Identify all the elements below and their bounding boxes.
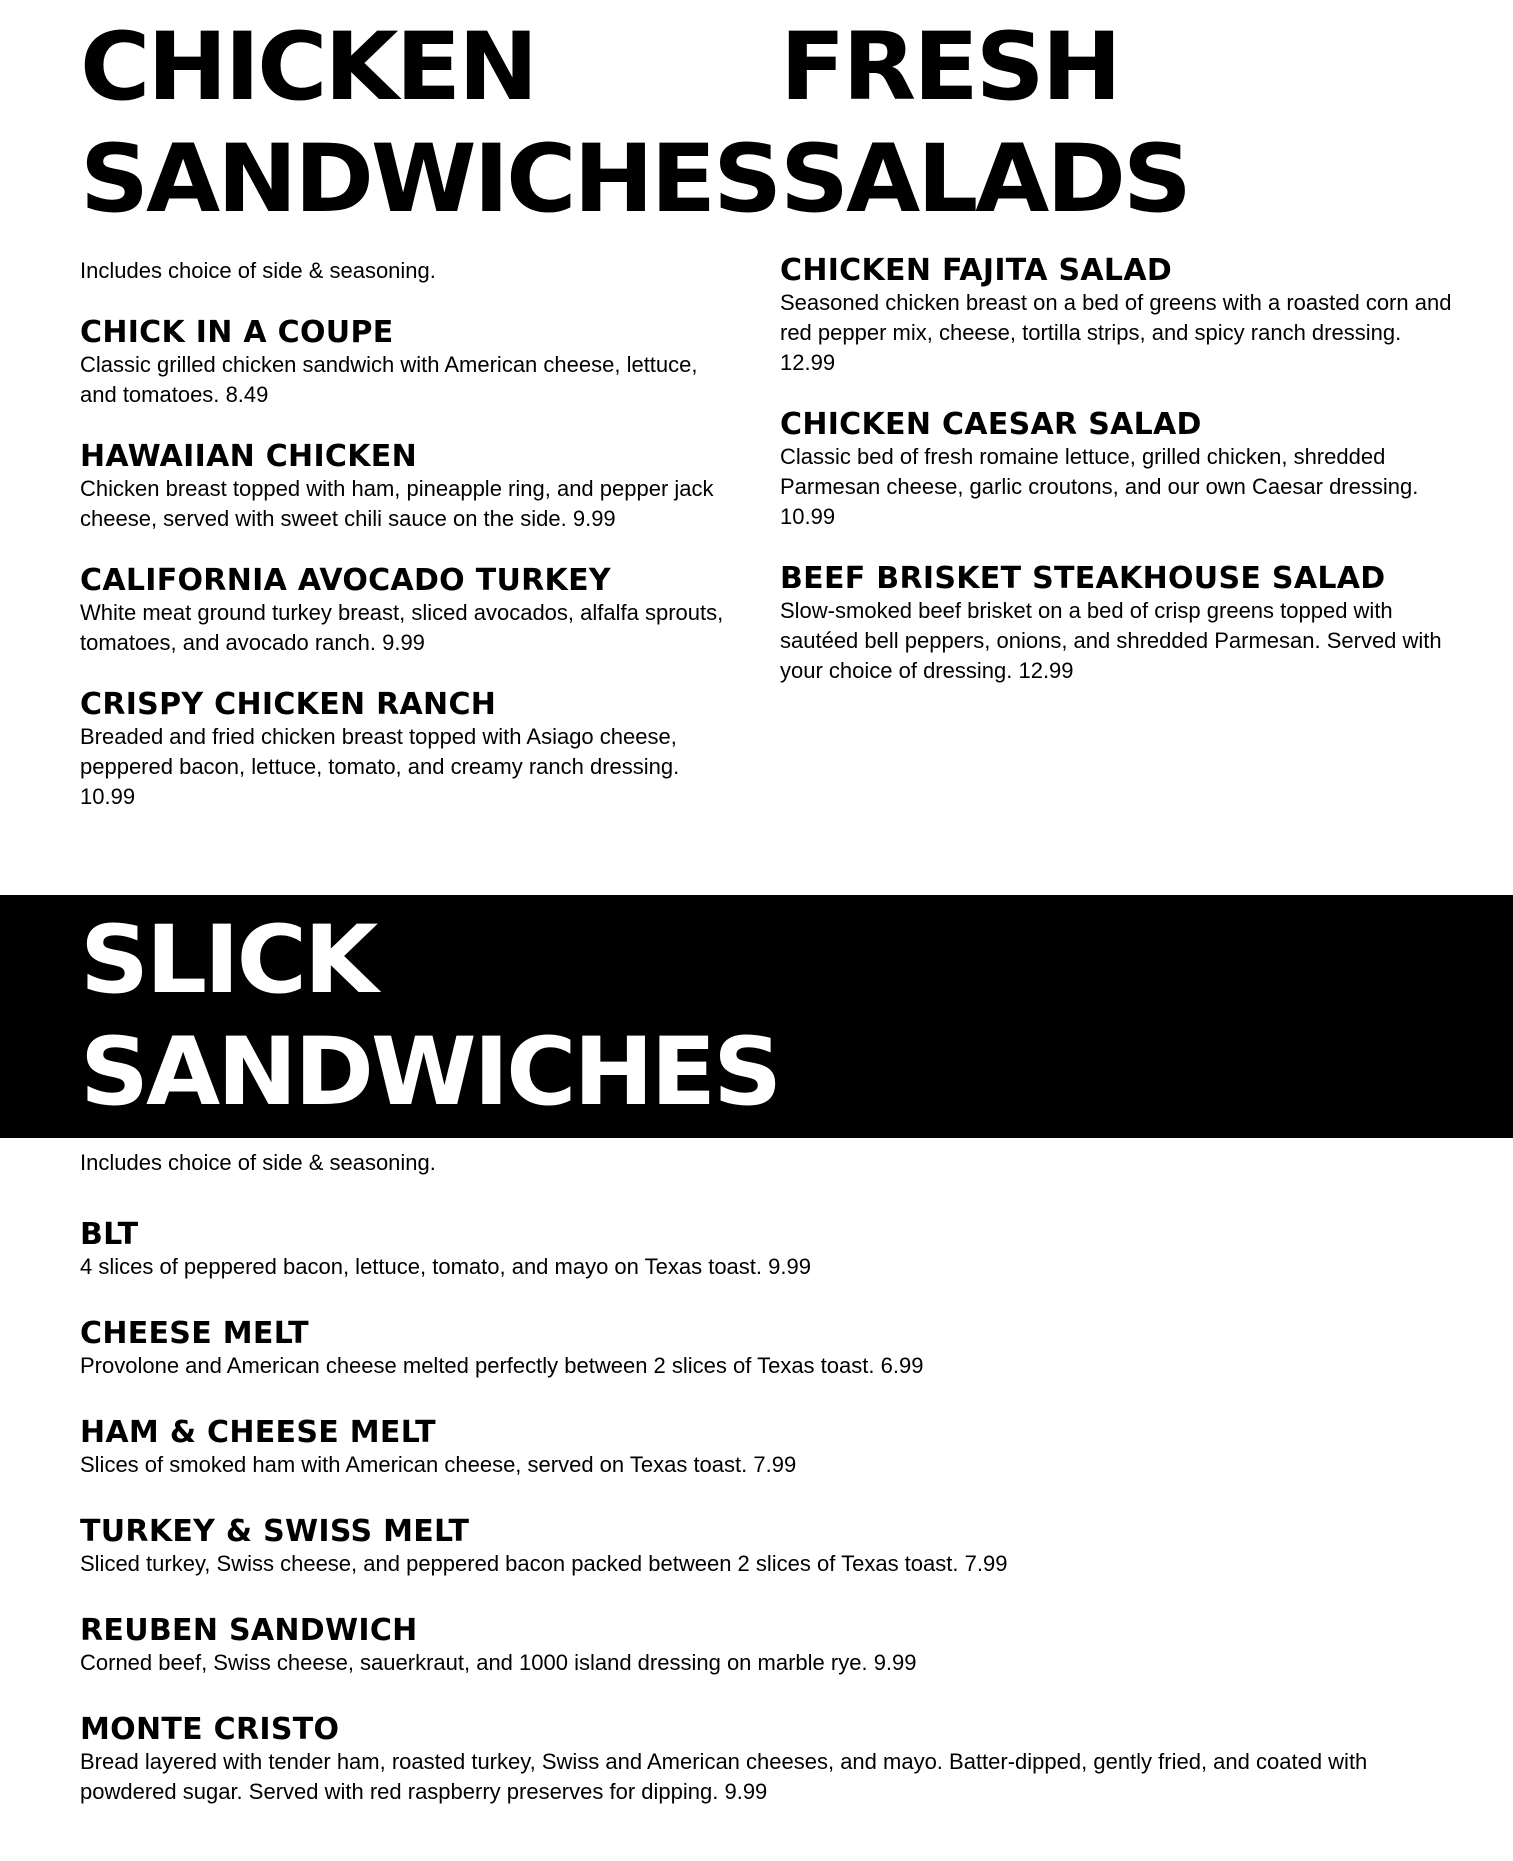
menu-item-desc-text: Classic bed of fresh romaine lettuce, grilled chicken, shredded Parmesan cheese, garlic croutons, and our own Caesar dressing. <box>780 444 1419 499</box>
chicken-sandwiches-title-line1: CHICKEN <box>80 13 536 122</box>
menu-item-desc-text: Sliced turkey, Swiss cheese, and peppered bacon packed between 2 slices of Texas toast. <box>80 1551 959 1576</box>
chicken-sandwiches-section <box>80 12 780 812</box>
menu-item-desc-text: Bread layered with tender ham, roasted turkey, Swiss and American cheeses, and mayo. Batter-dipped, gently fried, and coated with powdered sugar. Served with red raspberry preserves for dipping. <box>80 1749 1368 1804</box>
menu-item-name: HAM & CHEESE MELT <box>80 1415 436 1450</box>
menu-item-description <box>80 474 740 534</box>
menu-item-desc-text: Classic grilled chicken sandwich with American cheese, lettuce, and tomatoes. <box>80 352 698 407</box>
menu-item-price: 12.99 <box>1018 658 1074 683</box>
menu-item-ham-cheese-melt <box>80 1416 1480 1480</box>
menu-item-desc-text: Slices of smoked ham with American cheese, served on Texas toast. <box>80 1452 748 1477</box>
slick-sandwiches-banner <box>0 895 1513 1138</box>
slick-sandwiches-title <box>80 905 779 1129</box>
chicken-sandwiches-intro: Includes choice of side & seasoning. <box>80 258 436 283</box>
menu-item-price: 6.99 <box>880 1353 924 1378</box>
menu-item-description <box>780 288 1460 378</box>
menu-item-name: CRISPY CHICKEN RANCH <box>80 687 497 722</box>
menu-item-price: 9.99 <box>873 1650 917 1675</box>
menu-item-name: BEEF BRISKET STEAKHOUSE SALAD <box>780 561 1386 596</box>
menu-item-hawaiian-chicken <box>80 440 740 534</box>
menu-item-chicken-fajita-salad <box>780 254 1460 378</box>
menu-item-name: BLT <box>80 1217 139 1252</box>
menu-item-price: 7.99 <box>964 1551 1008 1576</box>
menu-item-description <box>80 1747 1380 1807</box>
slick-sandwiches-section <box>80 1148 1480 1807</box>
menu-item-name: CHICK IN A COUPE <box>80 315 394 350</box>
fresh-salads-section <box>780 12 1460 686</box>
menu-item-description <box>80 1351 1480 1381</box>
menu-item-desc-text: Seasoned chicken breast on a bed of greens with a roasted corn and red pepper mix, cheese, tortilla strips, and spicy ranch dressing. <box>780 290 1452 345</box>
menu-item-description <box>80 1549 1480 1579</box>
menu-item-price: 10.99 <box>780 504 836 529</box>
menu-item-description <box>80 350 740 410</box>
menu-item-price: 9.99 <box>572 506 616 531</box>
fresh-salads-title <box>780 12 1474 236</box>
menu-item-price: 12.99 <box>780 350 836 375</box>
menu-item-price: 10.99 <box>80 784 136 809</box>
menu-item-name: HAWAIIAN CHICKEN <box>80 439 417 474</box>
menu-item-beef-brisket-steakhouse-salad <box>780 562 1460 686</box>
fresh-salads-title-line1: FRESH <box>780 13 1119 122</box>
menu-item-description <box>80 1648 1480 1678</box>
menu-item-description <box>80 1450 1480 1480</box>
menu-item-chicken-caesar-salad <box>780 408 1460 532</box>
fresh-salads-title-line2: SALADS <box>780 125 1189 234</box>
menu-item-description <box>80 598 740 658</box>
menu-item-price: 9.99 <box>382 630 425 655</box>
menu-item-description <box>80 1252 1480 1282</box>
menu-item-name: TURKEY & SWISS MELT <box>80 1514 470 1549</box>
menu-item-california-avocado-turkey <box>80 564 740 658</box>
menu-item-desc-text: 4 slices of peppered bacon, lettuce, tomato, and mayo on Texas toast. <box>80 1254 763 1279</box>
menu-item-reuben-sandwich <box>80 1614 1480 1678</box>
menu-item-name: REUBEN SANDWICH <box>80 1613 418 1648</box>
menu-item-price: 8.49 <box>225 382 269 407</box>
menu-item-name: CALIFORNIA AVOCADO TURKEY <box>80 563 611 598</box>
menu-item-name: CHICKEN FAJITA SALAD <box>780 253 1173 288</box>
menu-item-turkey-swiss-melt <box>80 1515 1480 1579</box>
menu-item-price: 9.99 <box>768 1254 811 1279</box>
menu-item-monte-cristo <box>80 1713 1480 1807</box>
menu-item-description <box>780 596 1460 686</box>
slick-sandwiches-title-line1: SLICK <box>80 906 376 1015</box>
slick-sandwiches-title-line2: SANDWICHES <box>80 1018 780 1127</box>
menu-item-desc-text: Slow-smoked beef brisket on a bed of crisp greens topped with sautéed bell peppers, onions, and shredded Parmesan. Served with your choice of dressing. <box>780 598 1442 683</box>
menu-item-name: CHICKEN CAESAR SALAD <box>780 407 1202 442</box>
menu-item-price: 9.99 <box>724 1779 768 1804</box>
menu-item-name: CHEESE MELT <box>80 1316 309 1351</box>
menu-item-desc-text: Breaded and fried chicken breast topped with Asiago cheese, peppered bacon, lettuce, tomato, and creamy ranch dressing. <box>80 724 680 779</box>
chicken-sandwiches-title-line2: SANDWICHES <box>80 125 780 234</box>
menu-item-name: MONTE CRISTO <box>80 1712 340 1747</box>
menu-item-desc-text: Chicken breast topped with ham, pineapple ring, and pepper jack cheese, served with sweet chili sauce on the side. <box>80 476 714 531</box>
menu-item-desc-text: Corned beef, Swiss cheese, sauerkraut, and 1000 island dressing on marble rye. <box>80 1650 868 1675</box>
menu-item-crispy-chicken-ranch <box>80 688 740 812</box>
menu-item-cheese-melt <box>80 1317 1480 1381</box>
chicken-sandwiches-title <box>80 12 780 236</box>
menu-item-desc-text: Provolone and American cheese melted perfectly between 2 slices of Texas toast. <box>80 1353 875 1378</box>
menu-item-desc-text: White meat ground turkey breast, sliced avocados, alfalfa sprouts, tomatoes, and avocado ranch. <box>80 600 724 655</box>
menu-item-blt <box>80 1218 1480 1282</box>
slick-sandwiches-intro: Includes choice of side & seasoning. <box>80 1150 436 1175</box>
menu-item-chick-in-a-coupe <box>80 316 740 410</box>
menu-item-price: 7.99 <box>753 1452 797 1477</box>
menu-item-description <box>780 442 1460 532</box>
menu-item-description <box>80 722 740 812</box>
